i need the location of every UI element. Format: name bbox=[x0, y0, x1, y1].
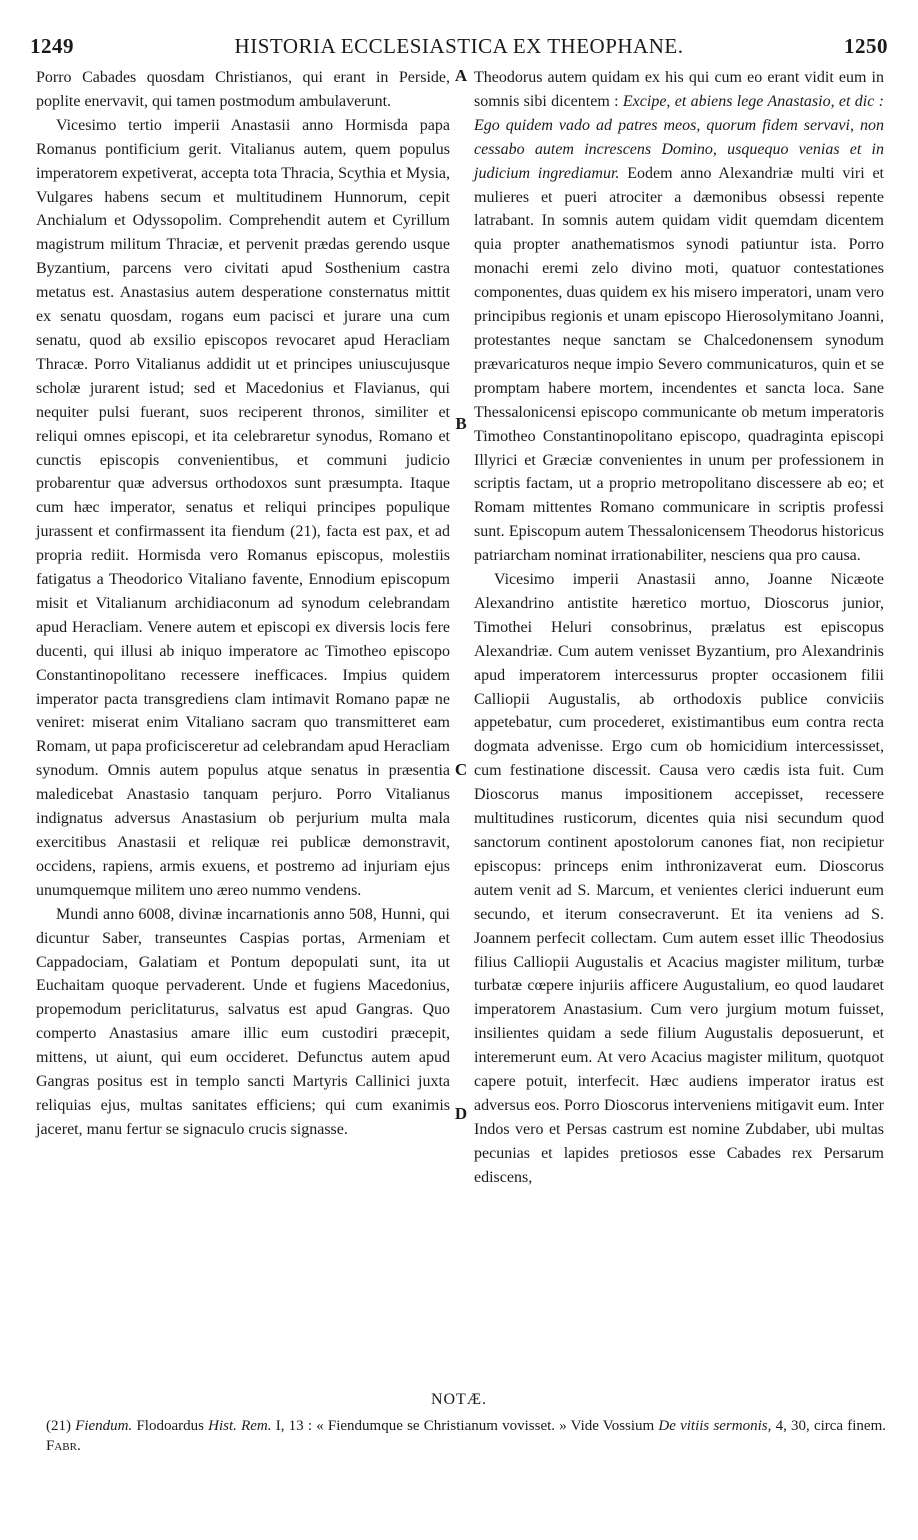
page-header bbox=[30, 34, 888, 60]
left-column bbox=[36, 66, 450, 1142]
footnote-work-title: De vitiis sermonis, bbox=[658, 1418, 772, 1434]
footnote-lemma: Fiendum. bbox=[75, 1418, 133, 1434]
page-number-right: 1250 bbox=[844, 34, 888, 58]
footnote-number: (21) bbox=[46, 1418, 76, 1434]
left-paragraph-1: Porro Cabades quosdam Christianos, qui erant in Perside, poplite enervavit, qui tamen postmodum ambulaverunt. bbox=[36, 69, 450, 110]
footnote-21 bbox=[46, 1416, 886, 1456]
running-title: HISTORIA ECCLESIASTICA EX THEOPHANE. bbox=[234, 34, 684, 58]
section-marker-b: B bbox=[455, 414, 467, 433]
vision-quote: Excipe, et abiens lege Anastasio, et dic : Ego quidem vado ad patres meos, quorum fidem servavi, non cessabo autem increscens Domino, usquequo venias et in judicium ingrediamur. bbox=[474, 92, 885, 182]
left-paragraph-2: Vicesimo tertio imperii Anastasii anno Hormisda papa Romanus pontificium gerit. Vitalianus autem, quem populus imperatorem expetiverat, accepta tota Thracia, Scythia et Mysia, Vulgares habens secum et multitudinem Hunnorum, cepit Anchialum et Odyssopolim. Comprehendit autem et Cyrillum magistrum militum Thraciæ, et pervenit prædas gerendo usque Byzantium, parcens vero civitati apud Sosthenium castra metatus est. Anastasius autem desperatione consternatus mittit ex senatu quosdam, rogans eum pacisci et jurare una cum senatu, quod ab exsilio episcopos revocaret apud Heracliam Thracæ. Porro Vitalianus addidit ut et principes uniuscujusque scholæ jurarent istud; sed et Macedonius et Flavianus, qui nequiter pulsi fuerant, suos reciperent thronos, similiter et reliqui omnes episcopi, et ita celebraretur synodus, Romano et cunctis episcopis convenientibus, et communi judicio probarentur quæ adversus orthodoxos sunt præsumpta. Itaque cum hæc imperator, senatus et reliqui principes populique jurassent et confirmassent ita fiendum (21), facta est pax, et ad propria rediit. Hormisda vero Romanus episcopus, molestiis fatigatus a Theodorico Vitaliano favente, Ennodium episcopum misit et Vitalianum archidiaconum ad synodum celebrandam apud Heracliam. Venere autem et episcopi ex diversis locis fere ducenti, qui illusi ab iniquo imperatore ac Timotheo episcopo Constantinopolitano recessere inefficaces. Impius quidem imperator pacta transgrediens clam intimavit Romano papæ ne veniret: miserat enim Vitaliano sacram quo transmitteret eam Romam, ut papa proficisceretur ad celebrandam apud Heracliam synodum. Omnis autem populus atque senatus in præsentia maledicebat Anastasio tanquam perjuro. Porro Vitalianus indignatus adversus Anastasium ob perjurium multa mala exercitibus Anastasii et reliquæ rei publicæ demonstravit, occidens, rapiens, armis exuens, et postremo ad injuriam ejus unumquemque militem uno æreo nummo vendens. bbox=[36, 116, 450, 899]
footnote-source-title: Hist. Rem. bbox=[208, 1418, 272, 1434]
right-paragraph-1-text-b: Eodem anno Alexandriæ multi viri et mulieres et pueri atrociter a dæmonibus obsessi repente latrabant. In somnis autem quidam vidit quemdam dicentem quia propter anathematismos synodi patiuntur ista. Porro monachi eremi zelo divino moti, quatuor contestationes componentes, duas quidem ex his misero imperatori, unam vero principibus regionis et unam episcopo Hierosolymitano Joanni, protestantes neque sanctam se Chalcedonensem synodum prævaricaturos neque impio Severo communicaturos, quin et se promptam habere mortem, incendentes et sancta loca. Sane Thessalonicensi episcopo communicante ob metum imperatoris Timotheo Constantinopolitano episcopo, quadraginta episcopi Illyrici et Græciæ convenientes in unum per professionem in scriptis factam, ut a proprio metropolitano discessere ab eo; et Romam mittentes Romano communicare in scriptis professi sunt. Episcopum autem Thessalonicensem Theodorus historicus patriarcham nominat irrationabiliter, nesciens qua pro causa. bbox=[474, 164, 885, 565]
section-marker-c: C bbox=[454, 760, 468, 779]
left-paragraph-3: Mundi anno 6008, divinæ incarnationis anno 508, Hunni, qui dicuntur Saber, transeuntes Caspias portas, Armeniam et Cappadociam, Galatiam et Pontum depopulati sunt, ita ut Euchaitam quoque pervaderent. Unde et fugiens Macedonius, propemodum periclitaturus, salvatus est apud Gangras. Quo comperto Anastasius amare illic eum custodiri præcepit, mittens, ut aiunt, qui eum occideret. Defunctus autem apud Gangras positus est in templo sancti Martyris Callinici juxta reliquias ejus, multas sanitates efficiens; qui cum exanimis jaceret, manu fertur se signaculo crucis signasse. bbox=[36, 905, 450, 1138]
footnote-text-b: I, 13 : « Fiendumque se Christianum vovisset. » Vide Vossium bbox=[271, 1418, 659, 1434]
footnote-text-a: Flodoardus bbox=[132, 1418, 209, 1434]
footnotes bbox=[46, 1416, 886, 1456]
notes-title: NOTÆ. bbox=[430, 1391, 488, 1408]
section-marker-a: A bbox=[454, 66, 468, 85]
page-number-left: 1249 bbox=[30, 34, 74, 58]
footnote-text-c: 4, 30, circa finem. bbox=[771, 1418, 887, 1434]
footnote-signature: Fabr. bbox=[46, 1438, 81, 1454]
right-paragraph-1 bbox=[474, 66, 884, 568]
right-paragraph-1-text-a: Theodorus autem quidam ex his qui cum eo erant vidit eum in somnis sibi dicentem : bbox=[474, 69, 884, 110]
right-paragraph-2: Vicesimo imperii Anastasii anno, Joanne Nicæote Alexandrino antistite hæretico mortuo, Dioscorus junior, Timothei Heluri consobrinus, prælatus est episcopus Alexandriæ. Cum autem venisset Byzantium, pro Alexandrinis apud imperatorem intercessurus propter occasionem filii Calliopii Augustalis, ab orthodoxis publice conviciis appetebatur, cum procederet, existimantibus eum contra recta dogmata advenisse. Ergo cum ob homicidium intercessisset, cum festinatione discessit. Causa vero cædis ista fuit. Cum Dioscorus manus impositionem accepisset, recessere multitudines rusticorum, dicentes quia nisi secundum quod sanctorum continent apostolorum canones fiat, non recipietur episcopus: princeps enim inthronizaverat eum. Dioscorus autem venit ad S. Marcum, et venientes clerici induerunt eum secundo, et iterum consecraverunt. Et ita veniens ad S. Joannem perfecit collectam. Cum autem esset illic Theodosius filius Calliopii Augustalis et Acacius magister militum, turbæ turbatæ cœpere injuriis afficere Augustalium, eo quod laudaret imperatorem Anastasium. Cum vero jurgium motum fuisset, insilientes quidam a sede filium Augustalis deposuerunt, et interemerunt eum. At vero Acacius magister militum, quotquot capere potuit, interfecit. Hæc audiens imperator iratus est adversus eos. Porro Dioscorus interveniens mitigavit eum. Inter Indos vero et Persas castrum est nomine Zubdaber, ubi multas pecunias et lapides pretiosos esse Cabades rex Persarum ediscens, bbox=[474, 571, 884, 1186]
section-marker-d: D bbox=[454, 1104, 468, 1123]
right-column bbox=[474, 66, 884, 1190]
